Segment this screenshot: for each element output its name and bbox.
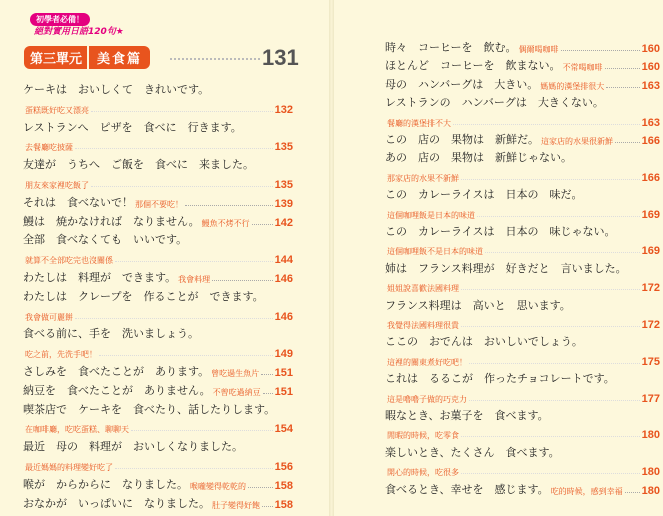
- star-icon: ★: [115, 27, 124, 37]
- chinese-translation: 這個咖哩飯不是日本的味道: [387, 247, 483, 257]
- dot-leader: [75, 318, 273, 319]
- page-number: 146: [274, 310, 293, 323]
- japanese-sentence: 食べるとき、幸せを 感じます。: [385, 482, 549, 496]
- chinese-translation: 這家店的水果很新鮮: [541, 137, 613, 146]
- japanese-sentence: わたしは クレープを 作ることが できます。: [23, 289, 264, 303]
- entry-row: [23, 173, 293, 191]
- entry-row: [23, 135, 293, 153]
- dot-leader: [477, 216, 640, 217]
- dot-leader: [461, 326, 640, 327]
- chinese-translation: 鰻魚不烤不行: [201, 218, 250, 228]
- chinese-translation: 不曾吃過納豆: [212, 387, 261, 397]
- entry-row: [23, 117, 293, 135]
- japanese-sentence: フランス料理は 高いと 思います。: [385, 298, 571, 312]
- japanese-sentence: 食べる前に、手を 洗いましょう。: [23, 327, 199, 341]
- entry-row: [23, 154, 293, 172]
- page-number: 151: [274, 367, 293, 379]
- chinese-translation: 姐姐說喜歡法國料理: [387, 284, 459, 294]
- japanese-sentence: ここの おでんは おいしいでしょう。: [385, 335, 583, 349]
- japanese-sentence: レストランへ ピザを 食べに 行きます。: [23, 120, 242, 134]
- dot-leader: [131, 430, 273, 431]
- page-number: 180: [641, 466, 660, 479]
- japanese-sentence: 母の ハンバーグは 大きい。: [385, 77, 539, 91]
- japanese-sentence: それは 食べないで！: [23, 195, 133, 209]
- unit-label: 第三單元: [24, 46, 87, 69]
- japanese-sentence: わたしは 料理が できます。: [23, 271, 177, 284]
- japanese-sentence: 喫茶店で ケーキを 食べたり、話したりします。: [23, 402, 276, 416]
- chinese-translation: 就算不全部吃完也沒關係: [25, 256, 113, 266]
- entry-row: [385, 239, 660, 257]
- entry-row: [23, 361, 293, 379]
- entry-row: [385, 184, 660, 202]
- chinese-translation: 喉嚨變得乾乾的: [190, 481, 246, 491]
- entry-row: [385, 55, 660, 73]
- heading-leader: [170, 58, 260, 60]
- japanese-sentence: 最近 母の 料理が おいしくなりました。: [23, 440, 243, 454]
- entry-row: [385, 423, 660, 441]
- entry-row: [385, 313, 660, 331]
- japanese-sentence: レストランの ハンバーグは 大きくない。: [385, 96, 604, 110]
- entry-row: [23, 493, 293, 511]
- entry-row: [385, 479, 660, 497]
- section-heading: [24, 46, 150, 68]
- entry-row: [385, 37, 660, 55]
- japanese-sentence: 全部 食べなくても いいです。: [23, 233, 188, 247]
- entry-row: [23, 267, 293, 285]
- entry-row: [385, 350, 660, 368]
- page-number: 163: [641, 79, 660, 92]
- page-number: 132: [274, 103, 293, 116]
- chinese-translation: 我覺得法國料理很貴: [387, 321, 459, 330]
- chinese-translation: 偶爾喝咖啡: [518, 45, 559, 54]
- entry-row: [385, 203, 660, 221]
- dot-leader: [485, 252, 640, 253]
- chinese-translation: 我會料理: [178, 275, 211, 284]
- entry-row: [23, 417, 293, 435]
- page-number: 180: [641, 429, 660, 442]
- chinese-translation: 餐廳的漢堡排不大: [387, 118, 451, 128]
- japanese-sentence: この 店の 果物は 新鮮だ。: [385, 133, 539, 146]
- japanese-sentence: ほとんど コーヒーを 飲まない。: [385, 59, 561, 73]
- page-number: 177: [641, 392, 660, 405]
- entry-row: [385, 166, 660, 184]
- japanese-sentence: この カレーライスは 日本の 味だ。: [385, 188, 583, 202]
- chinese-translation: 在咖啡廳，吃吃蛋糕、聊聊天: [25, 425, 129, 435]
- entry-row: [23, 79, 293, 97]
- chinese-translation: 那家店的水果不新鮮: [387, 173, 459, 183]
- entry-row: [385, 129, 660, 147]
- entry-row: [23, 455, 293, 473]
- dot-leader: [605, 68, 640, 69]
- dot-leader: [185, 205, 273, 206]
- entry-row: [385, 460, 660, 478]
- page-number: 158: [274, 498, 293, 511]
- chinese-translation: 那個不要吃！: [135, 199, 183, 209]
- entry-row: [385, 368, 660, 386]
- japanese-sentence: 友達が うちへ ご飯を 食べに 来ました。: [23, 158, 254, 172]
- chinese-translation: 曾吃過生魚片: [211, 369, 260, 378]
- japanese-sentence: 時々 コーヒーを 飲む。: [385, 41, 517, 54]
- page-number: 172: [641, 282, 660, 295]
- japanese-sentence: この カレーライスは 日本の 味じゃない。: [385, 225, 616, 238]
- entry-row: [23, 380, 293, 398]
- page-number: 149: [274, 348, 293, 361]
- chinese-translation: 不常喝咖啡: [562, 63, 603, 73]
- japanese-sentence: さしみを 食べたことが あります。: [23, 365, 210, 378]
- dot-leader: [461, 289, 640, 290]
- japanese-sentence: 納豆を 食べたことが ありません。: [23, 383, 211, 397]
- entry-row: [385, 331, 660, 349]
- section-page-number: 131: [262, 45, 299, 70]
- entry-row: [385, 295, 660, 313]
- page-number: 175: [641, 355, 660, 368]
- dot-leader: [248, 487, 273, 488]
- entry-row: [23, 211, 293, 229]
- japanese-sentence: これは るるこが 作ったチョコレートです。: [385, 372, 615, 386]
- right-page: [333, 0, 663, 516]
- dot-leader: [561, 50, 640, 51]
- page-number: 154: [274, 423, 293, 436]
- chinese-translation: 吃的時候，感到幸福: [550, 486, 623, 496]
- dot-leader: [461, 179, 640, 180]
- chinese-translation: 最近媽媽的料理變好吃了: [25, 463, 113, 472]
- page-number: 169: [641, 245, 660, 258]
- entry-row: [23, 192, 293, 210]
- entry-row: [385, 92, 660, 110]
- entry-row: [385, 221, 660, 239]
- chinese-translation: 開心的時候，吃很多: [387, 468, 459, 478]
- entry-row: [385, 147, 660, 165]
- dot-leader: [115, 261, 273, 262]
- dot-leader: [625, 492, 640, 493]
- category-label: 美食篇: [89, 46, 150, 69]
- dot-leader: [469, 400, 640, 401]
- chinese-translation: 這是嚕嚕子做的巧克力: [387, 394, 467, 404]
- entry-row: [23, 286, 293, 304]
- dot-leader: [252, 224, 273, 225]
- entry-row: [385, 258, 660, 276]
- entry-row: [23, 323, 293, 341]
- entry-row: [385, 405, 660, 423]
- entry-row: [23, 229, 293, 247]
- page-number: 139: [274, 197, 293, 210]
- chinese-translation: 去餐廳吃披薩: [25, 143, 73, 153]
- dot-leader: [261, 374, 273, 375]
- page-number: 166: [641, 171, 660, 184]
- page-number: 156: [274, 461, 293, 473]
- japanese-sentence: 楽しいとき、たくさん 食べます。: [385, 445, 560, 459]
- dot-leader: [453, 124, 640, 125]
- japanese-sentence: 姉は フランス料理が 好きだと 言いました。: [385, 261, 627, 275]
- dot-leader: [75, 148, 273, 149]
- dot-leader: [262, 506, 273, 507]
- series-title: 絕對實用日語120句★: [34, 27, 124, 37]
- chinese-translation: 我會做可麗餅: [25, 312, 73, 322]
- page-number: 151: [274, 385, 293, 398]
- entry-row: [385, 387, 660, 405]
- chinese-translation: 肚子變得好飽: [212, 500, 260, 510]
- dot-leader: [91, 186, 273, 187]
- entry-row: [23, 98, 293, 116]
- chinese-translation: 蛋糕既好吃又漂亮: [25, 105, 89, 115]
- page-number: 146: [274, 273, 293, 285]
- entry-row: [385, 276, 660, 294]
- beginner-badge: 初學者必備！: [30, 13, 90, 26]
- page-number: 160: [641, 43, 660, 55]
- entry-row: [23, 399, 293, 417]
- page-number: 163: [641, 116, 660, 129]
- japanese-sentence: 暇なとき、お菓子を 食べます。: [385, 409, 549, 422]
- dot-leader: [461, 436, 640, 437]
- page-number: 160: [641, 61, 660, 74]
- japanese-sentence: ケーキは おいしくて きれいです。: [23, 83, 210, 96]
- chinese-translation: 這裡的關東煮好吃吧！: [387, 357, 467, 367]
- dot-leader: [91, 111, 273, 112]
- page-number: 135: [274, 141, 293, 154]
- japanese-sentence: おなかが いっぱいに なりました。: [23, 496, 210, 510]
- dot-leader: [606, 87, 639, 88]
- entry-row: [385, 111, 660, 129]
- page-number: 180: [641, 484, 660, 497]
- chinese-translation: 閒暇的時候，吃零食: [387, 431, 459, 441]
- chinese-translation: 朋友來家裡吃飯了: [25, 181, 89, 190]
- entry-row: [385, 74, 660, 92]
- page-number: 142: [274, 216, 293, 229]
- japanese-sentence: 喉が からからに なりました。: [23, 477, 188, 491]
- chinese-translation: 吃之前，先洗手吧！: [25, 350, 97, 360]
- entry-row: [23, 248, 293, 266]
- dot-leader: [212, 280, 273, 281]
- entry-row: [23, 474, 293, 492]
- chinese-translation: 媽媽的漢堡排很大: [540, 81, 605, 91]
- page-number: 172: [641, 319, 660, 331]
- chinese-translation: 這個咖哩飯是日本的味道: [387, 210, 475, 220]
- dot-leader: [115, 468, 273, 469]
- japanese-sentence: あの 店の 果物は 新鮮じゃない。: [385, 151, 572, 165]
- dot-leader: [99, 355, 273, 356]
- page-number: 166: [641, 135, 660, 147]
- page-number: 135: [274, 179, 293, 191]
- dot-leader: [469, 363, 640, 364]
- dot-leader: [461, 473, 640, 474]
- japanese-sentence: 鰻は 焼かなければ なりません。: [23, 214, 200, 228]
- entry-row: [23, 436, 293, 454]
- left-page: [0, 0, 330, 516]
- entry-row: [23, 305, 293, 323]
- entry-row: [385, 442, 660, 460]
- entry-row: [23, 342, 293, 360]
- page-number: 158: [274, 479, 293, 492]
- dot-leader: [263, 393, 273, 394]
- page-number: 169: [641, 208, 660, 221]
- page-number: 144: [274, 254, 293, 267]
- dot-leader: [615, 142, 640, 143]
